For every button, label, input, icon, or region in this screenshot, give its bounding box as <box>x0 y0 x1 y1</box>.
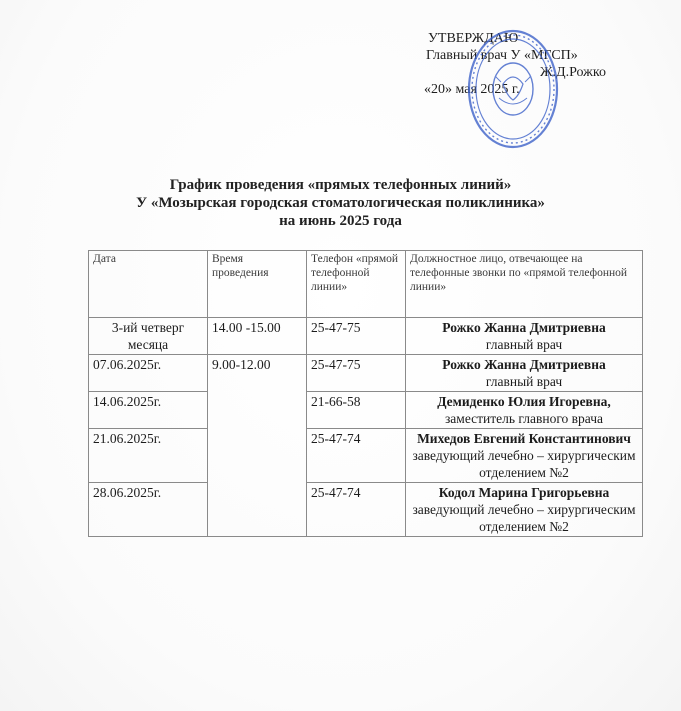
cell-official <box>406 355 643 392</box>
approval-date: «20» мая 2025 г. <box>424 82 520 97</box>
official-position: заместитель главного врача <box>444 411 604 426</box>
cell-phone: 25-47-74 <box>307 429 406 483</box>
schedule-table <box>88 250 643 537</box>
cell-time <box>208 483 307 537</box>
official-position: заведующий лечебно – хирургическим отделением №2 <box>412 448 636 480</box>
cell-time: 9.00-12.00 <box>208 355 307 392</box>
title-line-3: на июнь 2025 года <box>279 213 402 229</box>
approval-position: Главный врач У «МГСП» <box>426 48 578 63</box>
official-name: Демиденко Юлия Игоревна, <box>437 394 611 409</box>
official-name: Рожко Жанна Дмитриевна <box>442 320 606 335</box>
cell-phone: 25-47-74 <box>307 483 406 537</box>
cell-phone: 21-66-58 <box>307 392 406 429</box>
cell-date: 14.06.2025г. <box>89 392 208 429</box>
header-time: Время проведения <box>208 251 307 318</box>
official-name: Михедов Евгений Константинович <box>417 431 631 446</box>
cell-official <box>406 318 643 355</box>
title-line-2: У «Мозырская городская стоматологическая поликлиника» <box>136 195 545 211</box>
cell-date: 28.06.2025г. <box>89 483 208 537</box>
approval-heading: УТВЕРЖДАЮ <box>428 31 519 46</box>
cell-phone: 25-47-75 <box>307 318 406 355</box>
official-position: главный врач <box>485 374 563 389</box>
table-row <box>89 429 643 483</box>
cell-official <box>406 483 643 537</box>
header-phone: Телефон «прямой телефонной линии» <box>307 251 406 318</box>
cell-time: 14.00 -15.00 <box>208 318 307 355</box>
header-date: Дата <box>89 251 208 318</box>
table-row <box>89 392 643 429</box>
official-position: заведующий лечебно – хирургическим отделением №2 <box>412 502 636 534</box>
approval-signatory: Ж.Д.Рожко <box>540 65 606 80</box>
table-row <box>89 483 643 537</box>
cell-date: 21.06.2025г. <box>89 429 208 483</box>
document-title <box>0 176 681 230</box>
title-line-1: График проведения «прямых телефонных линий» <box>169 177 512 193</box>
table-row <box>89 318 643 355</box>
cell-official <box>406 392 643 429</box>
cell-official <box>406 429 643 483</box>
cell-phone: 25-47-75 <box>307 355 406 392</box>
official-stamp <box>465 26 561 152</box>
cell-time <box>208 392 307 429</box>
official-position: главный врач <box>485 337 563 352</box>
official-name: Кодол Марина Григорьевна <box>438 485 610 500</box>
cell-time <box>208 429 307 483</box>
header-official: Должностное лицо, отвечающее на телефонные звонки по «прямой телефонной линии» <box>406 251 643 318</box>
official-name: Рожко Жанна Дмитриевна <box>442 357 606 372</box>
table-row <box>89 355 643 392</box>
cell-date: 3-ий четверг месяца <box>89 318 208 355</box>
table-header-row <box>89 251 643 318</box>
cell-date: 07.06.2025г. <box>89 355 208 392</box>
